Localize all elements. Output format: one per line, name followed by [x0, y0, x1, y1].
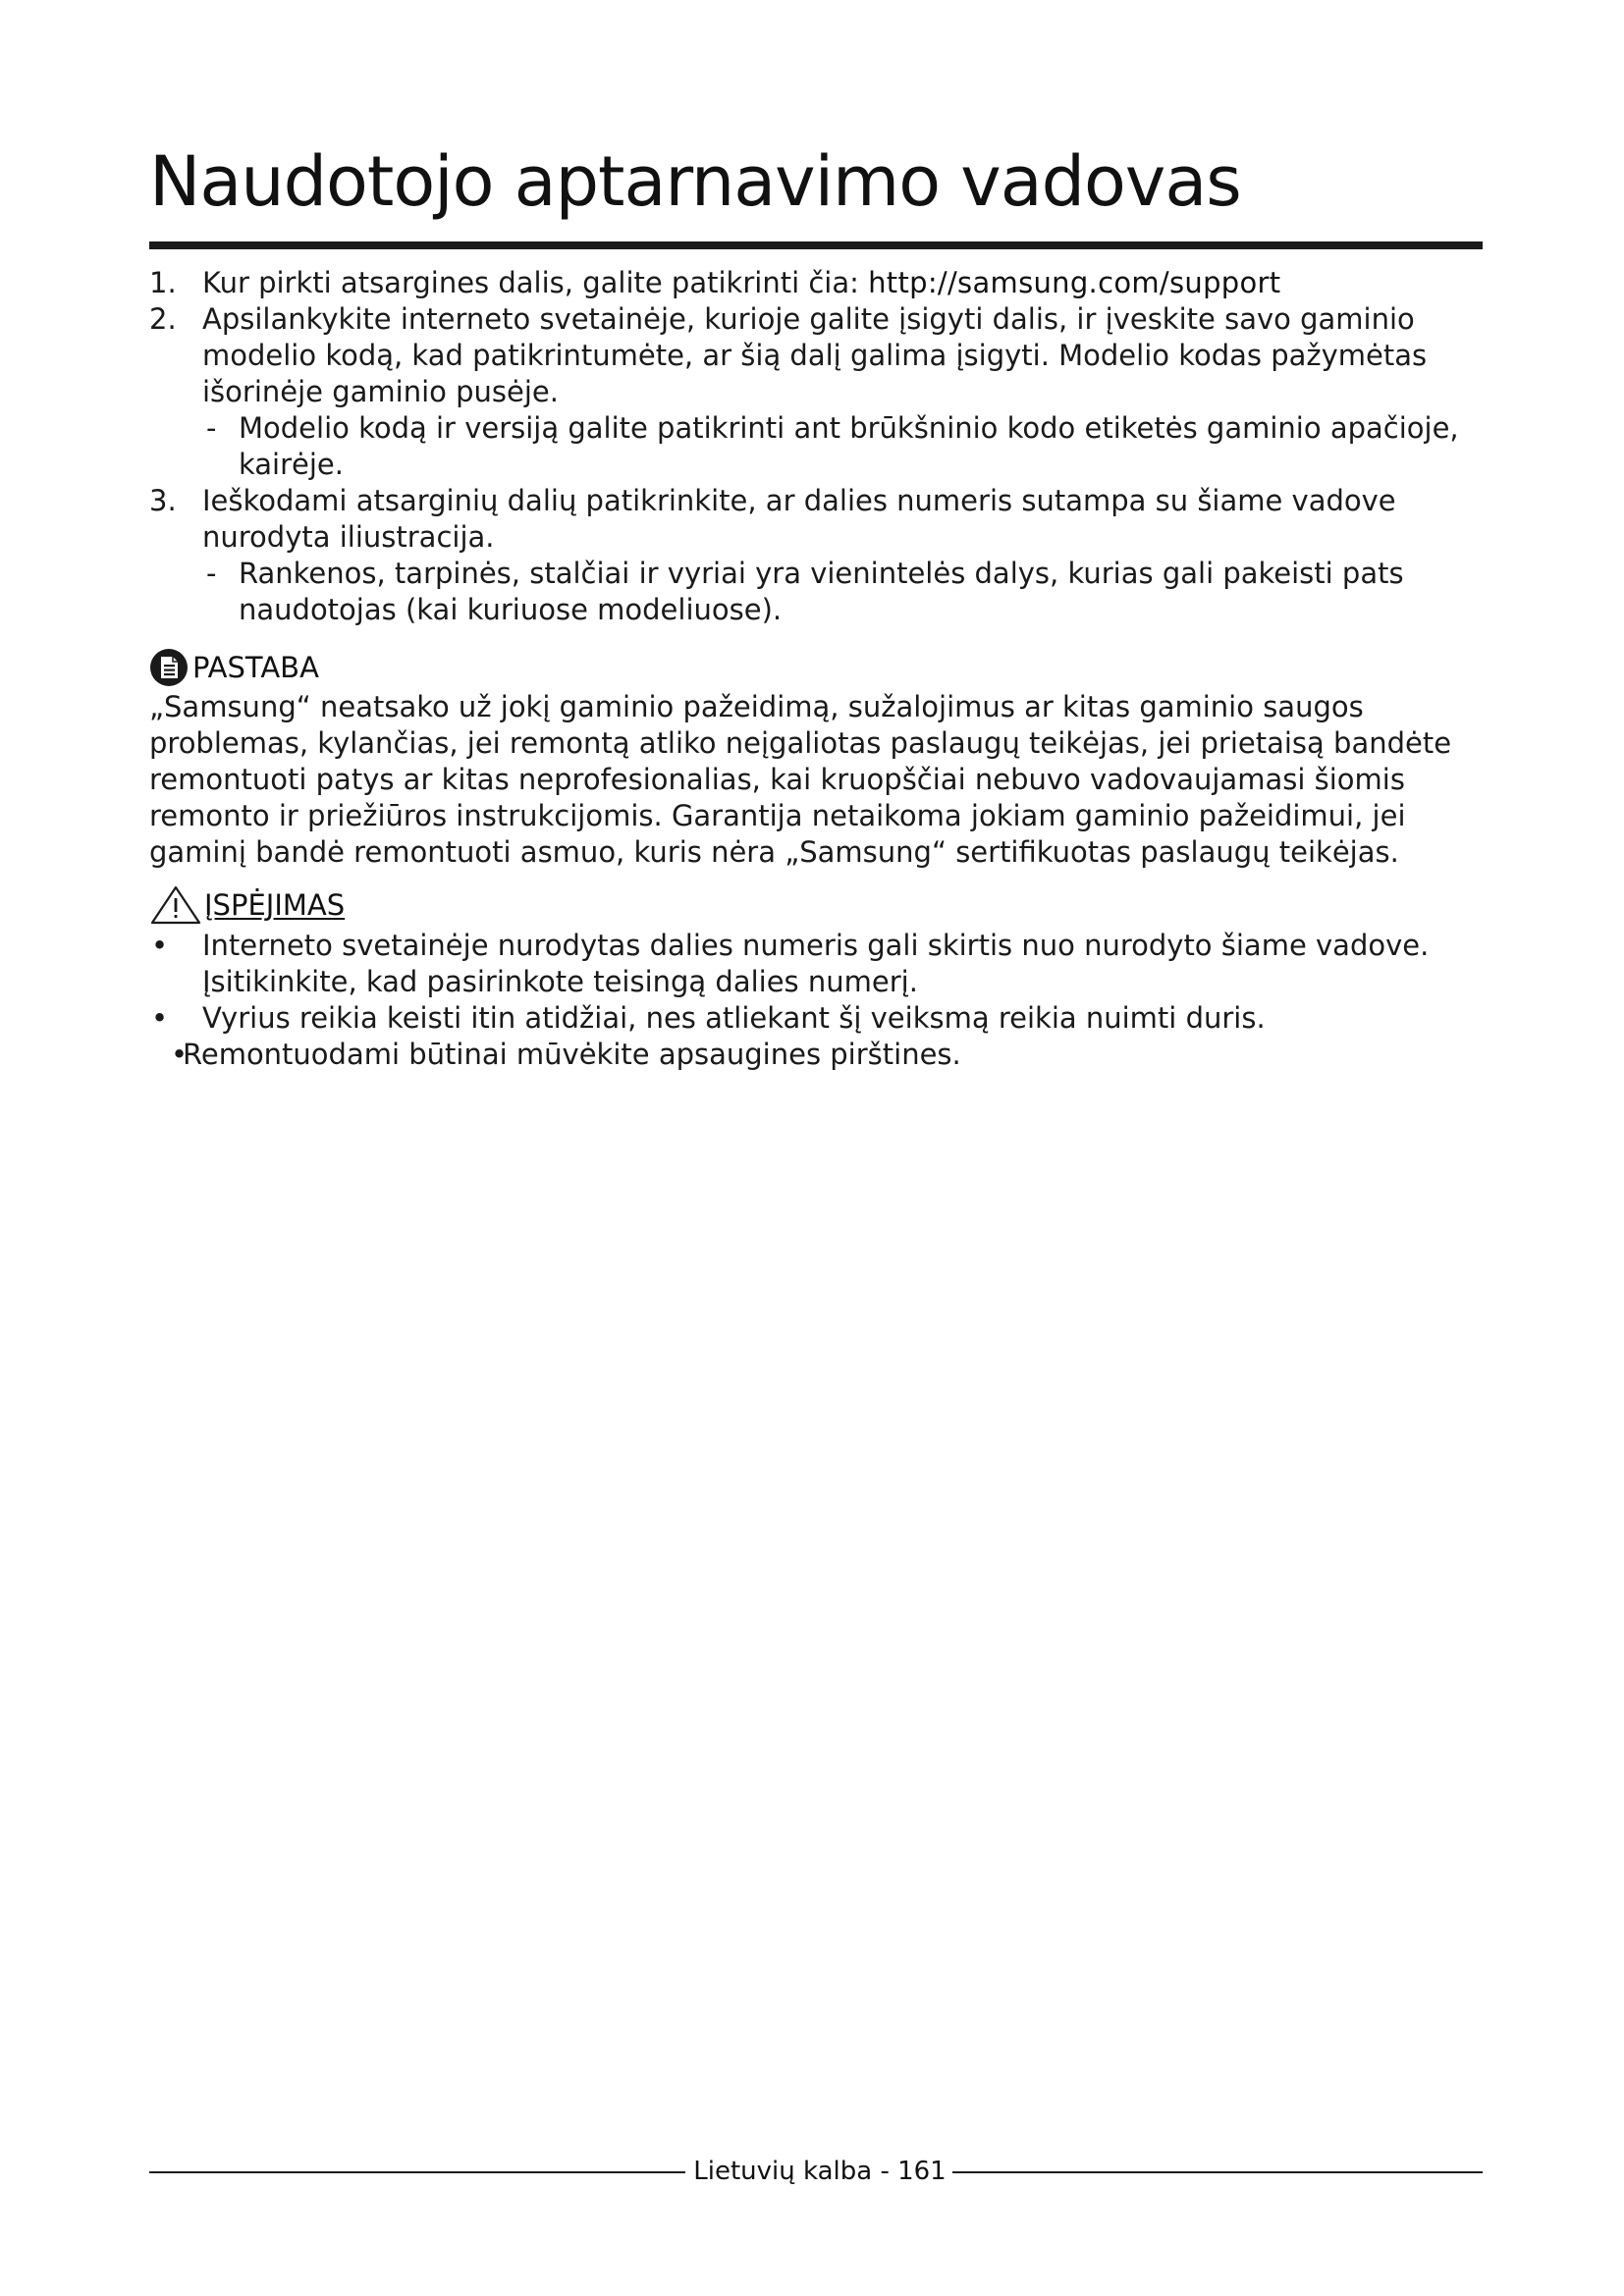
warning-item-1: [149, 928, 1483, 1000]
support-link[interactable]: http://samsung.com/support: [868, 266, 1281, 299]
step-text: Ieškodami atsarginių dalių patikrinkite, ar dalies numeris sutampa su šiame vadove nurodyta iliustracija.: [202, 484, 1396, 554]
note-text: „Samsung“ neatsako už jokį gaminio pažeidimą, sužalojimus ar kitas gaminio saugos problemas, kylančias, jei remontą atliko neįgaliotas paslaugų teikėjas, jei prietaisą bandėte remontuoti patys ar kitas neprofesionalias, kai kruopščiai nebuvo vadovaujamasi šiomis remonto ir priežiūros instrukcijomis. Garantija netaikoma jokiam gaminio pažeidimui, jei gaminį bandė remontuoti asmuo, kuris nėra „Samsung“ sertifikuotas paslaugų teikėjas.: [149, 690, 1452, 869]
sub-item-text: Rankenos, tarpinės, stalčiai ir vyriai yra vienintelės dalys, kurias gali pakeisti pats naudotojas (kai kuriuose modeliuose).: [239, 557, 1404, 626]
step-item-1: [149, 265, 1483, 301]
title-rule: [149, 241, 1483, 249]
step-sub-item: [202, 556, 1483, 628]
warning-label: ĮSPĖJIMAS: [204, 887, 346, 922]
step-text: Apsilankykite interneto svetainėje, kurioje galite įsigyti dalis, ir įveskite savo gaminio modelio kodą, kad patikrintumėte, ar šią dalį galima įsigyti. Modelio kodas pažymėtas išorinėje gaminio pusėje.: [202, 302, 1428, 408]
warning-item-text: Remontuodami būtinai mūvėkite apsaugines pirštines.: [183, 1038, 961, 1071]
footer-rule-right: [952, 2171, 1483, 2173]
note-icon: [149, 648, 189, 687]
dash-marker: -: [206, 411, 217, 445]
page-title: Naudotojo aptarnavimo vadovas: [149, 141, 1241, 222]
steps-list: [149, 265, 1483, 628]
warning-item-2: [149, 1000, 1483, 1037]
bullet-marker: •: [151, 1001, 169, 1035]
step-number: 3.: [149, 484, 177, 517]
page-footer: Lietuvių kalba - 161: [693, 2157, 947, 2186]
warning-header: [149, 884, 1483, 926]
warning-icon: [149, 884, 202, 926]
footer-rule-left: [149, 2171, 685, 2173]
step-item-2: [149, 301, 1483, 483]
dash-marker: -: [206, 557, 217, 590]
step-number: 2.: [149, 302, 177, 336]
sub-item-text: Modelio kodą ir versiją galite patikrinti ant brūkšninio kodo etiketės gaminio apačioje, kairėje.: [239, 411, 1459, 481]
step-number: 1.: [149, 266, 177, 299]
note-label: PASTABA: [192, 650, 319, 684]
warning-item-text: Interneto svetainėje nurodytas dalies numeris gali skirtis nuo nurodyto šiame vadove. Įsitikinkite, kad pasirinkote teisingą dalies numerį.: [202, 929, 1430, 998]
step-text: Kur pirkti atsargines dalis, galite patikrinti čia:: [202, 266, 869, 299]
main-content: [149, 265, 1483, 1073]
warning-item-3: [149, 1037, 1483, 1073]
note-header: [149, 648, 1483, 687]
step-sub-item: [202, 410, 1483, 483]
warning-item-text: Vyrius reikia keisti itin atidžiai, nes atliekant šį veiksmą reikia nuimti duris.: [202, 1001, 1266, 1035]
bullet-marker: •: [151, 929, 169, 962]
bullet-marker: •: [171, 1038, 189, 1071]
warning-list: [149, 928, 1483, 1073]
step-item-3: [149, 483, 1483, 628]
